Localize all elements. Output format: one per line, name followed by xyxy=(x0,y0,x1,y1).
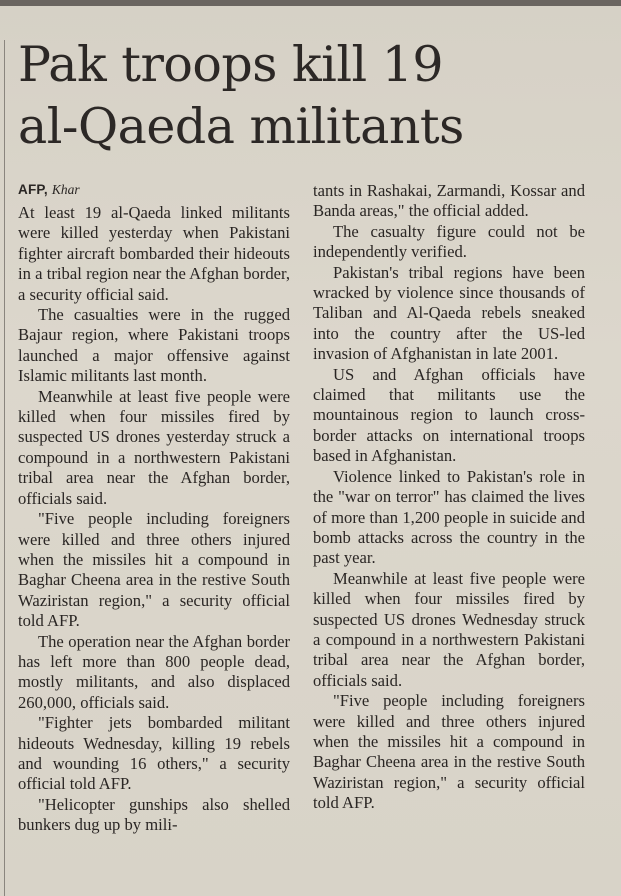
paragraph: The operation near the Afghan border has left more than 800 people dead, mostly militants, and also displaced 260,000, officials said. xyxy=(18,631,290,712)
paragraph: The casualty figure could not be independently verified. xyxy=(313,221,585,262)
byline-place: Khar xyxy=(51,182,80,197)
paragraph: Meanwhile at least five people were killed when four missiles fired by suspected US drones Wednesday struck a compound in a northwestern Pakistani tribal area near the Afghan border, officials said. xyxy=(313,568,585,690)
paragraph: Pakistan's tribal regions have been wracked by violence since thousands of Taliban and Al-Qaeda rebels sneaked into the country after the US-led invasion of Afghanistan in late 2001. xyxy=(313,262,585,364)
paragraph: The casualties were in the rugged Bajaur region, where Pakistani troops launched a major offensive against Islamic militants last month. xyxy=(18,305,290,386)
article-column-2 xyxy=(313,181,585,814)
byline xyxy=(18,181,290,199)
left-column-rule xyxy=(4,40,5,896)
paragraph: "Helicopter gunships also shelled bunkers dug up by mili- xyxy=(18,794,290,835)
paragraph: Violence linked to Pakistan's role in the "war on terror" has claimed the lives of more than 1,200 people in suicide and bomb attacks across the country in the past year. xyxy=(313,466,585,568)
paragraph: US and Afghan officials have claimed that militants use the mountainous region to launch cross-border attacks on international troops based in Afghanistan. xyxy=(313,364,585,466)
paragraph: "Fighter jets bombarded militant hideouts Wednesday, killing 19 rebels and wounding 16 others," a security official told AFP. xyxy=(18,713,290,794)
paragraph: "Five people including foreigners were killed and three others injured when the missiles hit a compound in Baghar Cheena area in the restive South Waziristan region," a security official told AFP. xyxy=(313,691,585,813)
paragraph: At least 19 al-Qaeda linked militants were killed yesterday when Pakistani fighter aircraft bombarded their hideouts in a tribal region near the Afghan border, a security official said. xyxy=(18,203,290,304)
byline-agency: AFP, xyxy=(18,182,48,197)
headline-line-1: Pak troops kill 19 xyxy=(18,36,444,93)
headline-line-2: al-Qaeda militants xyxy=(18,98,464,155)
paragraph: "Five people including foreigners were killed and three others injured when the missiles hit a compound in Baghar Cheena area in the restive South Waziristan region," a security official told AFP. xyxy=(18,509,290,631)
top-rule xyxy=(0,0,621,6)
paragraph: Meanwhile at least five people were killed when four missiles fired by suspected US drones yesterday struck a compound in a northwestern Pakistani tribal area near the Afghan border, officials said. xyxy=(18,386,290,508)
paragraph: tants in Rashakai, Zarmandi, Kossar and Banda areas," the official added. xyxy=(313,181,585,221)
headline xyxy=(18,34,608,158)
article-column-1 xyxy=(18,181,290,836)
